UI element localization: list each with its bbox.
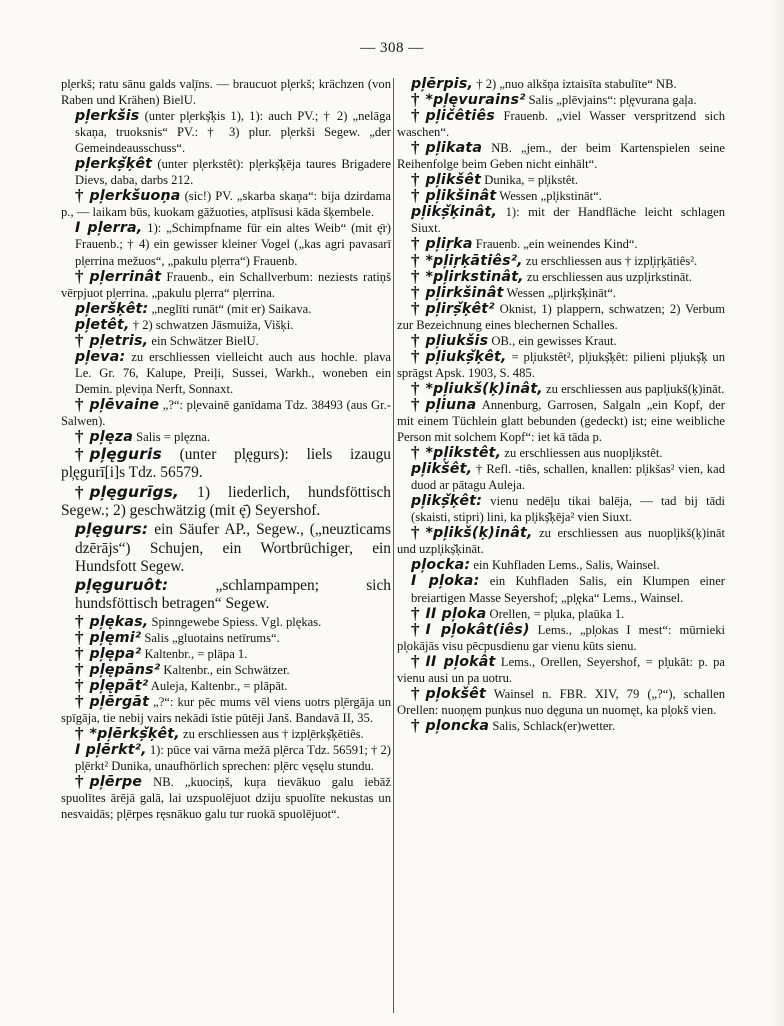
entry-headword: *pl̦irkstinât, bbox=[425, 268, 524, 285]
dagger-mark: † bbox=[411, 106, 420, 126]
dagger-mark: † bbox=[75, 330, 84, 350]
dictionary-entry bbox=[397, 493, 725, 525]
entry-headword: pl̦ęmi² bbox=[89, 629, 142, 646]
dagger-mark: † bbox=[75, 675, 84, 695]
dagger-mark: † bbox=[75, 394, 84, 414]
entry-headword: pl̦iukšis bbox=[425, 332, 489, 349]
dictionary-entry bbox=[397, 461, 725, 493]
dagger-mark: † bbox=[411, 378, 420, 398]
entry-headword: pl̦okšêt bbox=[425, 685, 486, 702]
entry-headword: pl̦iuna bbox=[425, 396, 477, 413]
entry-definition: Salis, Schlack(er)wetter. bbox=[489, 718, 616, 733]
entry-definition: 1): „Schimpfname für ein altes Weib“ (mit ę̄r) Frauenb.; † 4) ein gewisser kleiner Vogel („kas agri pavasarī pl̦errina mežuos“, „pakulu pl̦erra“) Frauenb. bbox=[75, 221, 391, 268]
entry-headword: pl̦erkšis bbox=[75, 108, 140, 125]
entry-headword: pl̦iukș̌ķêt, bbox=[425, 348, 507, 365]
entry-headword: I pl̦erra, bbox=[75, 220, 143, 237]
entry-headword: pl̦ikș̌ķêt: bbox=[411, 493, 483, 510]
entry-definition: Annenburg, Garrosen, Salgaln „ein Kopf, der mit einem Tüchlein glatt bebunden (gedeckt) ist; eine weibliche Person mit solchem Kopf“: iet kā tāda p. bbox=[397, 397, 725, 445]
dictionary-entry bbox=[61, 394, 391, 429]
dictionary-entry bbox=[61, 675, 391, 695]
page-number: — 308 — bbox=[360, 40, 424, 56]
entry-headword: *pl̦iŗķātiês², bbox=[425, 252, 523, 269]
entry-definition: Kaltenbr., = plāpa 1. bbox=[141, 646, 248, 661]
dictionary-entry bbox=[61, 627, 391, 647]
entry-headword: pl̦errinât bbox=[89, 268, 162, 285]
dictionary-entry bbox=[397, 298, 725, 333]
dictionary-entry bbox=[397, 683, 725, 718]
entry-definition: Wessen „pl̦irkș̌ķināt“. bbox=[503, 285, 616, 300]
dictionary-entry bbox=[397, 573, 725, 605]
dictionary-entry bbox=[397, 619, 725, 654]
dagger-mark: † bbox=[411, 234, 420, 254]
entry-headword: pl̦ikata bbox=[425, 140, 483, 157]
entry-headword: *pl̦ērkș̌ķêt, bbox=[89, 726, 180, 743]
dagger-mark: † bbox=[411, 330, 420, 350]
dictionary-entry bbox=[397, 172, 725, 188]
dagger-mark: † bbox=[411, 90, 420, 110]
dagger-mark: † bbox=[411, 619, 420, 639]
entry-headword: pl̦etris, bbox=[89, 332, 149, 349]
entry-headword: pl̦ērpe bbox=[89, 774, 143, 791]
dictionary-entry bbox=[61, 266, 391, 301]
dagger-mark: † bbox=[411, 250, 420, 270]
dagger-mark: † bbox=[75, 772, 84, 792]
left-column bbox=[61, 76, 391, 1016]
entry-definition: ein Schwätzer BielU. bbox=[148, 333, 259, 348]
dictionary-entry bbox=[61, 643, 391, 663]
dictionary-entry bbox=[397, 204, 725, 236]
entry-headword: pl̦erkšuoņa bbox=[89, 188, 181, 205]
entry-headword: I pl̦ērkt², bbox=[75, 742, 147, 759]
entry-definition: ein Säufer AP., Segew., („neuzticams dzērājs“) Schujen, ein Wortbrüchiger, ein Hundsfott Segew. bbox=[75, 521, 391, 575]
dictionary-entry bbox=[397, 266, 725, 286]
entry-headword: pl̦ērgāt bbox=[89, 693, 150, 710]
entry-headword: pl̦ikšêt, bbox=[411, 461, 473, 478]
dagger-mark: † bbox=[411, 298, 420, 318]
entry-definition: zu erschliessen aus papl̦iukš(ķ)ināt. bbox=[542, 381, 725, 396]
dictionary-entry bbox=[61, 445, 391, 483]
entry-definition: Salis „plēvjains“: pl̦ęvurana gaļa. bbox=[525, 93, 697, 108]
dagger-mark: † bbox=[75, 186, 84, 206]
dagger-mark: † bbox=[411, 715, 420, 735]
entry-headword: *pl̦ęvurains² bbox=[425, 92, 526, 109]
entry-definition: Kaltenbr., ein Schwätzer. bbox=[160, 662, 290, 677]
dagger-mark: † bbox=[411, 282, 420, 302]
dictionary-entry bbox=[61, 108, 391, 156]
entry-definition: Wessen „pl̦ikstināt“. bbox=[496, 189, 602, 204]
dictionary-entry bbox=[61, 220, 391, 268]
dictionary-entry bbox=[397, 140, 725, 172]
dagger-mark: † bbox=[75, 427, 84, 447]
entry-headword: pl̦ępāns² bbox=[89, 661, 161, 678]
entry-headword: pl̦ępāt² bbox=[89, 677, 149, 694]
entry-definition: pl̦erkš; ratu sānu galds val̦īns. — braucuot pl̦erkš; krächzen (von Raben und Krähen) BielU. bbox=[61, 77, 391, 108]
entry-headword: pl̦ęgurīgs, bbox=[89, 482, 180, 501]
dagger-mark: † bbox=[411, 266, 420, 286]
dictionary-entry bbox=[397, 236, 725, 252]
dictionary-entry bbox=[397, 651, 725, 686]
entry-definition: „?“: kur pēc mums vēl viens uotrs pl̦ērgāja un spīgāja, tie nebij vairs nekādi īstie pūtēji Janš. Bandavā II, 35. bbox=[61, 694, 391, 726]
dagger-mark: † bbox=[411, 683, 420, 703]
entry-headword: pl̦eršķêt: bbox=[75, 300, 149, 317]
dictionary-entry bbox=[61, 659, 391, 679]
entry-definition: Frauenb., ein Schallverbum: neziests ratiņš vērpjuot pl̦errina. „pakulu pl̦erra“ pl̦errina. bbox=[61, 269, 391, 300]
dictionary-entry bbox=[61, 301, 391, 317]
dagger-mark: † bbox=[75, 445, 84, 465]
dagger-mark: † bbox=[75, 643, 84, 663]
entry-definition: Auleja, Kaltenbr., = plāpāt. bbox=[148, 678, 288, 693]
dictionary-entry bbox=[61, 576, 391, 614]
entry-headword: pl̦ičêtiês bbox=[425, 108, 495, 125]
dagger-mark: † bbox=[411, 523, 420, 543]
entry-definition: „neglīti runāt“ (mit er) Saikava. bbox=[148, 301, 312, 316]
entry-definition: ein Kuhfladen Lems., Salis, Wainsel. bbox=[470, 558, 660, 573]
entry-definition: (unter pl̦ęgurs): liels izaugu pl̦ęgurī[i]s Tdz. 56579. bbox=[61, 446, 391, 482]
entry-definition: (unter pl̦erkstêt): pl̦erkș̌ķēja taures Brigadere Dievs, daba, darbs 212. bbox=[75, 157, 391, 188]
entry-definition: „?“: pl̦evainē ganīdama Tdz. 38493 (aus Gr.-Salwen). bbox=[61, 397, 391, 428]
entry-definition: Frauenb. „ein weinendes Kind“. bbox=[472, 237, 638, 252]
entry-definition: vienu nedēļu tikai balēja, — tad bij tādi (skaisti, stipri) lini, ka pl̦ikș̌ķēja² vien Siuxt. bbox=[411, 494, 725, 525]
dictionary-entry bbox=[397, 92, 725, 108]
entry-definition: (unter pl̦erkș̌ķis 1), 1): auch PV.; † 2) „nelāga skaņa, truoksnis“ PV.: † 3) plur. pl̦erkši Segew. „der Gemeindeausschuss“. bbox=[75, 109, 391, 156]
entry-definition: Oknist, 1) plappern, schwatzen; 2) Verbum zur Bezeichnung eines blechernen Schalles. bbox=[397, 301, 725, 332]
dagger-mark: † bbox=[75, 659, 84, 679]
entry-headword: *pl̦iukš(ķ)inât, bbox=[425, 380, 543, 397]
dagger-mark: † bbox=[411, 443, 420, 463]
entry-definition: = pl̦iukstêt², pl̦iukș̌ķêt: pilieni pl̦iukș̌ķ un sprāgst Apsk. 1903, S. 485. bbox=[397, 349, 725, 380]
entry-headword: I pl̦oka: bbox=[411, 573, 480, 590]
entry-headword: pl̦ēvaine bbox=[89, 396, 160, 413]
entry-definition: 1): mit der Handfläche leicht schlagen Siuxt. bbox=[411, 205, 725, 236]
entry-headword: pl̦ęgurs: bbox=[75, 520, 149, 539]
dagger-mark: † bbox=[411, 186, 420, 206]
dictionary-entry bbox=[61, 483, 391, 521]
dictionary-entry bbox=[61, 742, 391, 774]
dagger-mark: † bbox=[411, 346, 420, 366]
entry-headword: pl̦irș̌ķêt² bbox=[425, 300, 495, 317]
entry-definition: NB. „kuociņš, kuŗa tievākuo galu iebāž spuolītes ārējā galā, lai uzspuolējuot dziju spuolīte nekustas un nesvaidās; pl̦ērpes ręsnākuo galu tur ruokā spuolējuot“. bbox=[61, 775, 391, 822]
entry-headword: pl̦ocka: bbox=[411, 557, 471, 574]
dagger-mark: † bbox=[411, 394, 420, 414]
entry-definition: zu erschliessen aus † izpl̦ērkș̌ķētiês. bbox=[179, 727, 364, 742]
entry-headword: *pl̦ikš(ķ)inât, bbox=[425, 525, 533, 542]
entry-definition: NB. „jem., der beim Kartenspielen seine Reihenfolge beim Geben nicht einhält“. bbox=[397, 141, 725, 172]
entry-definition: † 2) schwatzen Jāsmuiža, Višķi. bbox=[129, 317, 294, 332]
dictionary-entry bbox=[397, 525, 725, 557]
dictionary-entry bbox=[61, 726, 391, 742]
entry-definition: Lems., „pl̦okas I mest“: mūrnieki pl̦okājās visu pēcpusdienu gar vienu kūts sienu. bbox=[397, 622, 725, 653]
dictionary-entry bbox=[397, 282, 725, 302]
dagger-mark: † bbox=[75, 482, 84, 502]
dictionary-entry bbox=[61, 429, 391, 445]
entry-headword: I pl̦okât(iês) bbox=[425, 621, 530, 638]
dictionary-entry bbox=[397, 108, 725, 140]
column-divider bbox=[393, 78, 394, 1013]
entry-definition: Spinngewebe Spiess. Vgl. plękas. bbox=[148, 614, 322, 629]
entry-headword: pl̦irkšinât bbox=[425, 284, 504, 301]
entry-definition: zu erschliessen vielleicht auch aus hochle. plava Le. Gr. 76, Kalupe, Preiļi, Sussei, Warkh., woneben ein Demin. pl̦eviņa Nerft, Sonnaxt. bbox=[75, 349, 391, 396]
dictionary-entry bbox=[61, 691, 391, 726]
entry-definition: zu erschliessen aus nuopl̦ikstêt. bbox=[501, 446, 663, 461]
dagger-mark: † bbox=[75, 691, 84, 711]
dictionary-entry bbox=[61, 349, 391, 397]
dictionary-entry bbox=[61, 317, 391, 333]
entry-definition: Wainsel n. FBR. XIV, 79 („?“), schallen Orellen: nuoņęm pun̦kus nuo dęguna un nuomęt, ka pl̦okš vien. bbox=[397, 686, 725, 717]
dictionary-entry bbox=[61, 76, 391, 108]
entry-headword: pl̦ikšêt bbox=[425, 172, 482, 189]
dagger-mark: † bbox=[411, 170, 420, 190]
entry-headword: pl̦oncka bbox=[425, 717, 490, 734]
entry-headword: pl̦iŗka bbox=[425, 236, 473, 253]
entry-headword: pl̦ērpis, bbox=[411, 76, 474, 92]
entry-definition: † Refl. -tiês, schallen, knallen: pl̦ikšas² vien, kad duod ar pātagu Auleja. bbox=[411, 462, 725, 493]
dagger-mark: † bbox=[75, 724, 84, 744]
dagger-mark: † bbox=[75, 266, 84, 286]
dictionary-entry bbox=[397, 378, 725, 398]
entry-definition: 1) liederlich, hundsföttisch Segew.; 2) geschwätzig (mit ę̄) Seyershof. bbox=[61, 483, 391, 519]
dictionary-entry bbox=[61, 611, 391, 631]
dictionary-entry bbox=[61, 188, 391, 220]
dictionary-entry bbox=[397, 603, 725, 623]
entry-headword: pl̦ęguruôt: bbox=[75, 576, 169, 595]
entry-definition: † 2) „nuo alkšņa iztaisīta stabulīte“ NB. bbox=[473, 77, 677, 91]
dictionary-entry bbox=[61, 156, 391, 188]
dictionary-entry bbox=[61, 520, 391, 576]
entry-headword: pl̦ęza bbox=[89, 429, 133, 446]
page-edge-shadow bbox=[770, 0, 784, 1026]
entry-definition: ein Kuhfladen Salis, ein Klumpen einer breiartigen Masse Seyershof; „pl̦ęka“ Lems., Wainsel. bbox=[411, 574, 725, 605]
entry-headword: pl̦erkș̌ķêt bbox=[75, 156, 153, 173]
entry-headword: II pl̦oka bbox=[425, 605, 487, 622]
dagger-mark: † bbox=[411, 603, 420, 623]
entry-headword: pl̦ikș̌ķinât, bbox=[411, 204, 498, 221]
entry-headword: pl̦etêt, bbox=[75, 316, 130, 333]
dictionary-entry bbox=[397, 250, 725, 270]
entry-headword: pl̦ękas, bbox=[89, 613, 149, 630]
entry-headword: pl̦ęguris bbox=[89, 445, 162, 464]
entry-definition: Frauenb. „viel Wasser verspritzend sich waschen“. bbox=[397, 109, 725, 140]
entry-definition: Dunika, = pl̦ikstêt. bbox=[481, 173, 579, 188]
entry-definition: zu erschliessen aus uzpl̦irkstināt. bbox=[523, 269, 693, 284]
dictionary-entry bbox=[397, 394, 725, 445]
entry-definition: OB., ein gewisses Kraut. bbox=[488, 333, 617, 348]
dictionary-entry bbox=[397, 330, 725, 350]
right-column bbox=[397, 76, 725, 1016]
entry-headword: *pl̦ikstêt, bbox=[425, 445, 502, 462]
entry-headword: pl̦eva: bbox=[75, 348, 126, 365]
entry-definition: zu erschliessen aus nuopl̦ikš(ķ)ināt und uzpl̦ikș̌ķināt. bbox=[397, 526, 725, 557]
entry-definition: Lems., Orellen, Seyershof, = pl̦ukāt: p. pa vienu ausi un pa uotru. bbox=[397, 654, 725, 685]
dictionary-entry bbox=[397, 76, 725, 92]
entry-headword: pl̦ikšinât bbox=[425, 188, 497, 205]
entry-definition: „schlampampen; sich hundsföttisch betragen“ Segew. bbox=[75, 577, 391, 613]
dictionary-entry bbox=[397, 557, 725, 573]
entry-headword: pl̦ępa² bbox=[89, 645, 142, 662]
entry-definition: Salis = plęzna. bbox=[132, 430, 211, 445]
dictionary-entry bbox=[61, 330, 391, 350]
dictionary-entry bbox=[61, 774, 391, 822]
dagger-mark: † bbox=[411, 651, 420, 671]
dictionary-entry bbox=[397, 445, 725, 461]
dagger-mark: † bbox=[75, 627, 84, 647]
dictionary-entry bbox=[397, 715, 725, 735]
entry-definition: Orellen, = pl̦uka, plaūka 1. bbox=[486, 606, 625, 621]
dictionary-entry bbox=[397, 188, 725, 204]
entry-definition: (sic!) PV. „skarba skaņa“: bija dzirdama p., — laikam būs, kuokam gāžuoties, atplīsusi kāda šķembele. bbox=[61, 189, 391, 220]
dictionary-entry bbox=[397, 346, 725, 381]
entry-headword: II pl̦okât bbox=[425, 653, 496, 670]
entry-definition: zu erschliessen aus † izpl̦iŗķātiês². bbox=[522, 253, 698, 268]
entry-definition: 1): pūce vai vārna mežā pl̦ērca Tdz. 56591; † 2) pl̦ērkt² Dunika, unaufhörlich sprechen: pl̦ērc vęsęlu stundu. bbox=[75, 743, 391, 774]
entry-definition: Salis „gluotains netīrums“. bbox=[141, 630, 280, 645]
dagger-mark: † bbox=[411, 138, 420, 158]
dagger-mark: † bbox=[75, 611, 84, 631]
